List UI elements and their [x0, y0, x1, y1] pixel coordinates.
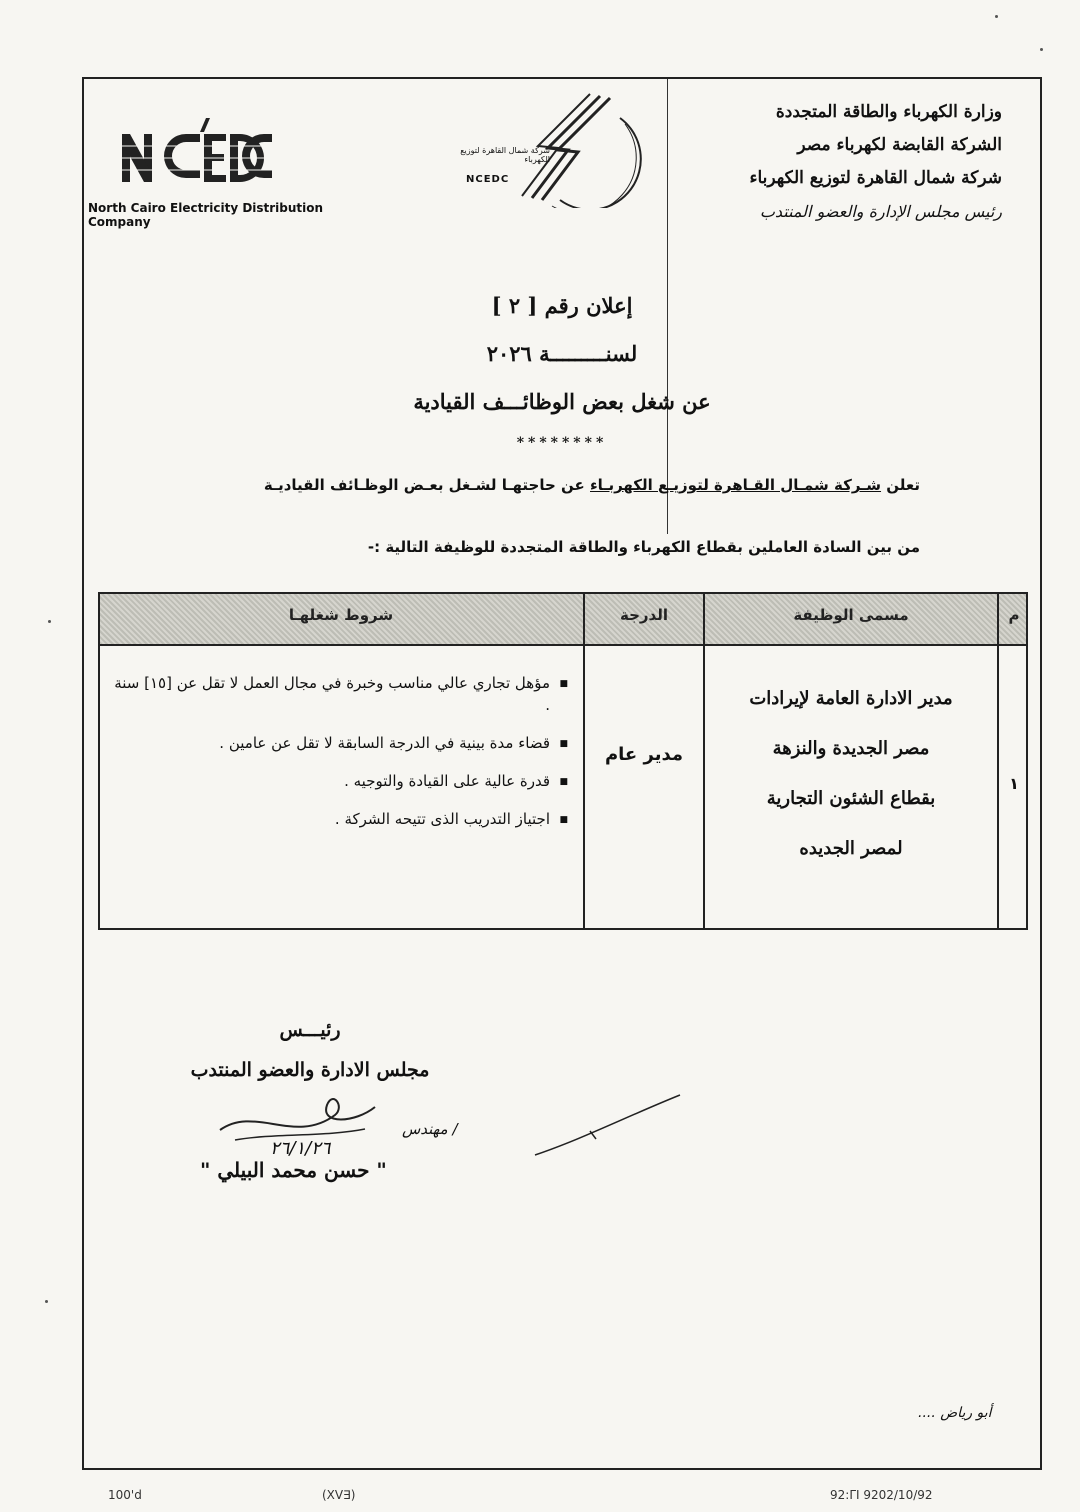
signatory-title-1: رئيـــس [279, 1019, 341, 1041]
letterhead-arabic [682, 96, 1002, 228]
ncedc-logo [88, 118, 348, 229]
announcement-number: إعلان رقم [ ٢ ] [491, 293, 633, 318]
job-title-line: لمصر الجديده [799, 838, 903, 859]
announcement-subject: عن شغل بعض الوظائـــف القيادية [413, 389, 711, 414]
engineer-prefix: مهندس / [402, 1120, 458, 1138]
separator-stars: ******** [516, 435, 608, 451]
header-job: مسمى الوظيفة [793, 606, 909, 624]
handwritten-initial-icon [530, 1085, 690, 1165]
column-divider [583, 594, 585, 928]
intro-verb: تعلن [886, 476, 920, 494]
holding-company-name: الشركة القابضة لكهرباء مصر [797, 135, 1002, 155]
ministry-name: وزارة الكهرباء والطاقة المتجددة [775, 102, 1002, 122]
chairman-office: رئيس مجلس الإدارة والعضو المنتدب [759, 202, 1002, 221]
header-requirements: شروط شغلهـا [288, 606, 394, 624]
job-title-line: مدير الادارة العامة لإيرادات [749, 688, 953, 709]
intro-line-1 [140, 476, 920, 494]
company-emblem [440, 88, 660, 208]
column-divider [703, 594, 705, 928]
scan-dot [45, 1300, 48, 1303]
footer-right: 92:ΓΙ 9202/10/92 [830, 1488, 933, 1502]
emblem-abbreviation: NCEDC [466, 174, 510, 185]
requirement-item: ■ قدرة عالية على القيادة والتوجيه . [108, 770, 568, 792]
footer-left: 100'd [108, 1488, 142, 1502]
intro-line-2: من بين السادة العاملين بقطاع الكهرباء والطاقة المتجددة للوظيفة التالية :- [367, 538, 920, 556]
column-divider [997, 594, 999, 928]
handwritten-date: ٢٦/١/٢٦ [270, 1138, 331, 1159]
scan-dot [48, 620, 51, 623]
job-grade: مدير عام [604, 744, 683, 765]
ncedc-wordmark-icon [88, 118, 278, 188]
requirements-list [108, 672, 568, 846]
emblem-text: شركة شمال القاهرة لتوزيع الكهرباء [460, 146, 550, 164]
logo-caption: North Cairo Electricity Distribution Company [88, 201, 324, 229]
company-name: شركة شمال القاهرة لتوزيع الكهرباء [749, 168, 1002, 188]
signature-block [160, 1010, 460, 1090]
requirement-item: ■ قضاء مدة بينية في الدرجة السابقة لا تقل عن عامين . [108, 732, 568, 754]
job-title [706, 674, 996, 874]
job-title-line: مصر الجديدة والنزهة [772, 738, 930, 759]
announcement-title [82, 280, 1042, 458]
requirement-item: ■ مؤهل تجاري عالي مناسب وخبرة في مجال العمل لا تقل عن [١٥] سنة . [108, 672, 568, 716]
intro-need: عن حاجتهـا لشـغل بعـض الوظـائف القياديـة [263, 476, 585, 494]
scan-dot [995, 15, 998, 18]
job-title-line: بقطاع الشئون التجارية [766, 788, 936, 809]
header-grade: الدرجة [620, 606, 668, 624]
vacancy-table [98, 592, 1028, 930]
handwritten-note: أبو رياض .... [918, 1405, 992, 1421]
row-num: ١ [1009, 774, 1019, 793]
footer-center: (XV∃) [322, 1488, 356, 1502]
logo-mark [88, 118, 348, 199]
requirement-item: ■ اجتياز التدريب الذى تتيحه الشركة . [108, 808, 568, 830]
signatory-name: " حسن محمد البيلي " [200, 1158, 387, 1182]
scan-dot [1040, 48, 1043, 51]
announcement-year: لسنـــــــــة ٢٠٢٦ [486, 341, 638, 366]
header-num: م [1008, 606, 1020, 624]
signatory-title-2: مجلس الادارة والعضو المنتدب [190, 1059, 430, 1081]
intro-company: شـركة شمـال القـاهرة لتوزيـع الكهربـاء [590, 476, 882, 494]
